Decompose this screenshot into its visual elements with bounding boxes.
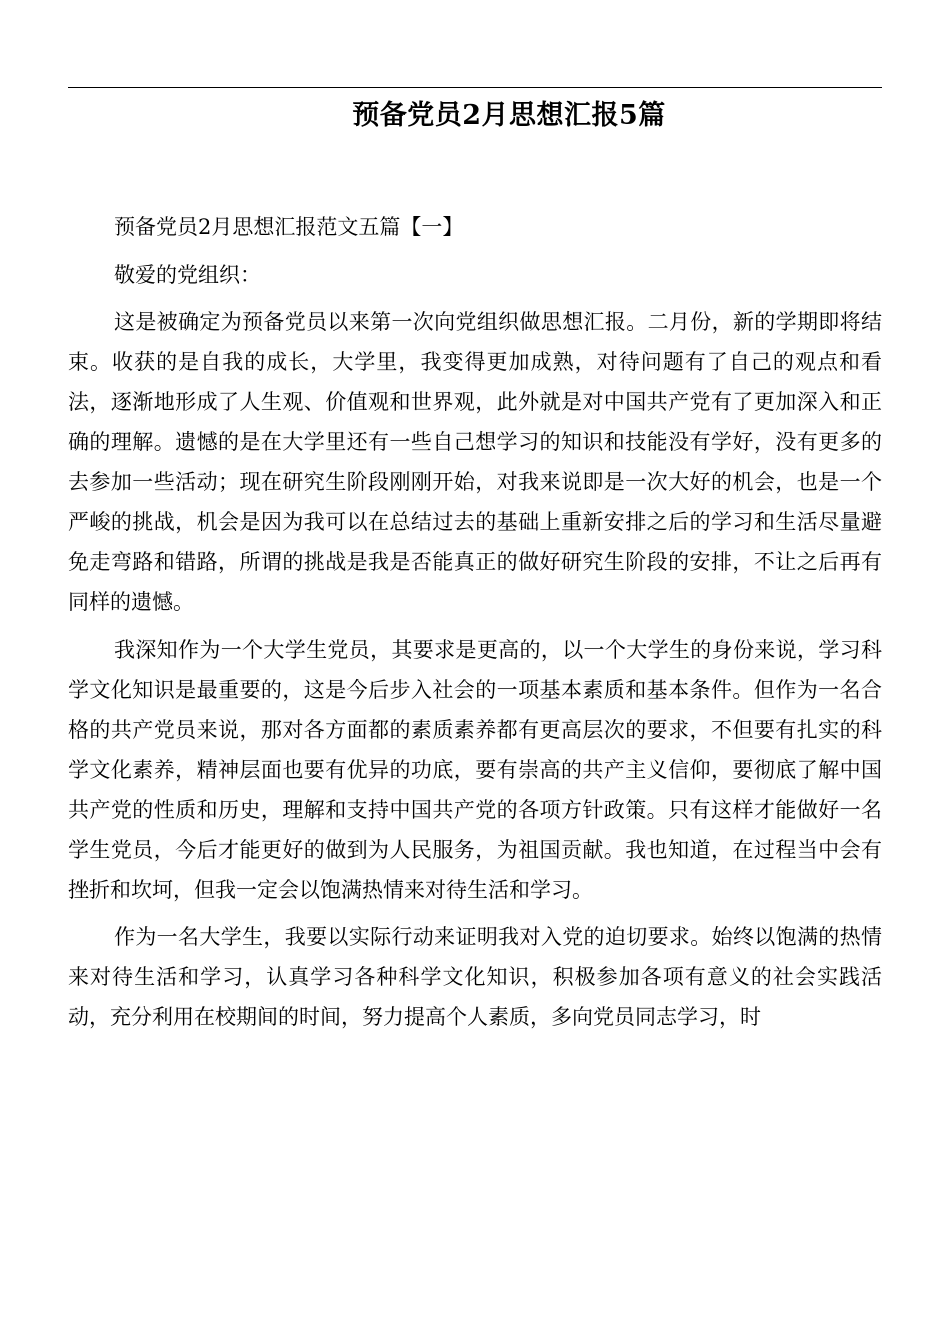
- document-body: [68, 207, 882, 1045]
- salutation: 敬爱的党组织：: [114, 262, 261, 287]
- body-paragraph: 这是被确定为预备党员以来第一次向党组织做思想汇报。二月份，新的学期即将结束。收获的是自我的成长，大学里，我变得更加成熟，对待问题有了自己的观点和看法，逐渐地形成了人生观、价值观和世界观，此外就是对中国共产党有了更加深入和正确的理解。遗憾的是在大学里还有一些自己想学习的知识和技能没有学好，没有更多的去参加一些活动；现在研究生阶段刚刚开始，对我来说即是一次大好的机会，也是一个严峻的挑战，机会是因为我可以在总结过去的基础上重新安排之后的学习和生活尽量避免走弯路和错路，所谓的挑战是我是否能真正的做好研究生阶段的安排，不让之后再有同样的遗憾。: [68, 310, 882, 614]
- document-title: 预备党员2月思想汇报5篇: [352, 100, 666, 131]
- header-rule: [68, 87, 882, 88]
- section-heading: 预备党员2月思想汇报范文五篇【一】: [114, 215, 464, 239]
- body-paragraph: 我深知作为一个大学生党员，其要求是更高的，以一个大学生的身份来说，学习科学文化知识是最重要的，这是今后步入社会的一项基本素质和基本条件。但作为一名合格的共产党员来说，那对各方面都的素质素养都有更高层次的要求，不但要有扎实的科学文化素养，精神层面也要有优异的功底，要有崇高的共产主义信仰，要彻底了解中国共产党的性质和历史，理解和支持中国共产党的各项方针政策。只有这样才能做好一名学生党员，今后才能更好的做到为人民服务，为祖国贡献。我也知道，在过程当中会有挫折和坎坷，但我一定会以饱满热情来对待生活和学习。: [68, 637, 882, 902]
- body-paragraph: 作为一名大学生，我要以实际行动来证明我对入党的迫切要求。始终以饱满的热情来对待生活和学习，认真学习各种科学文化知识，积极参加各项有意义的社会实践活动，充分利用在校期间的时间，努力提高个人素质，多向党员同志学习，时: [68, 925, 882, 1029]
